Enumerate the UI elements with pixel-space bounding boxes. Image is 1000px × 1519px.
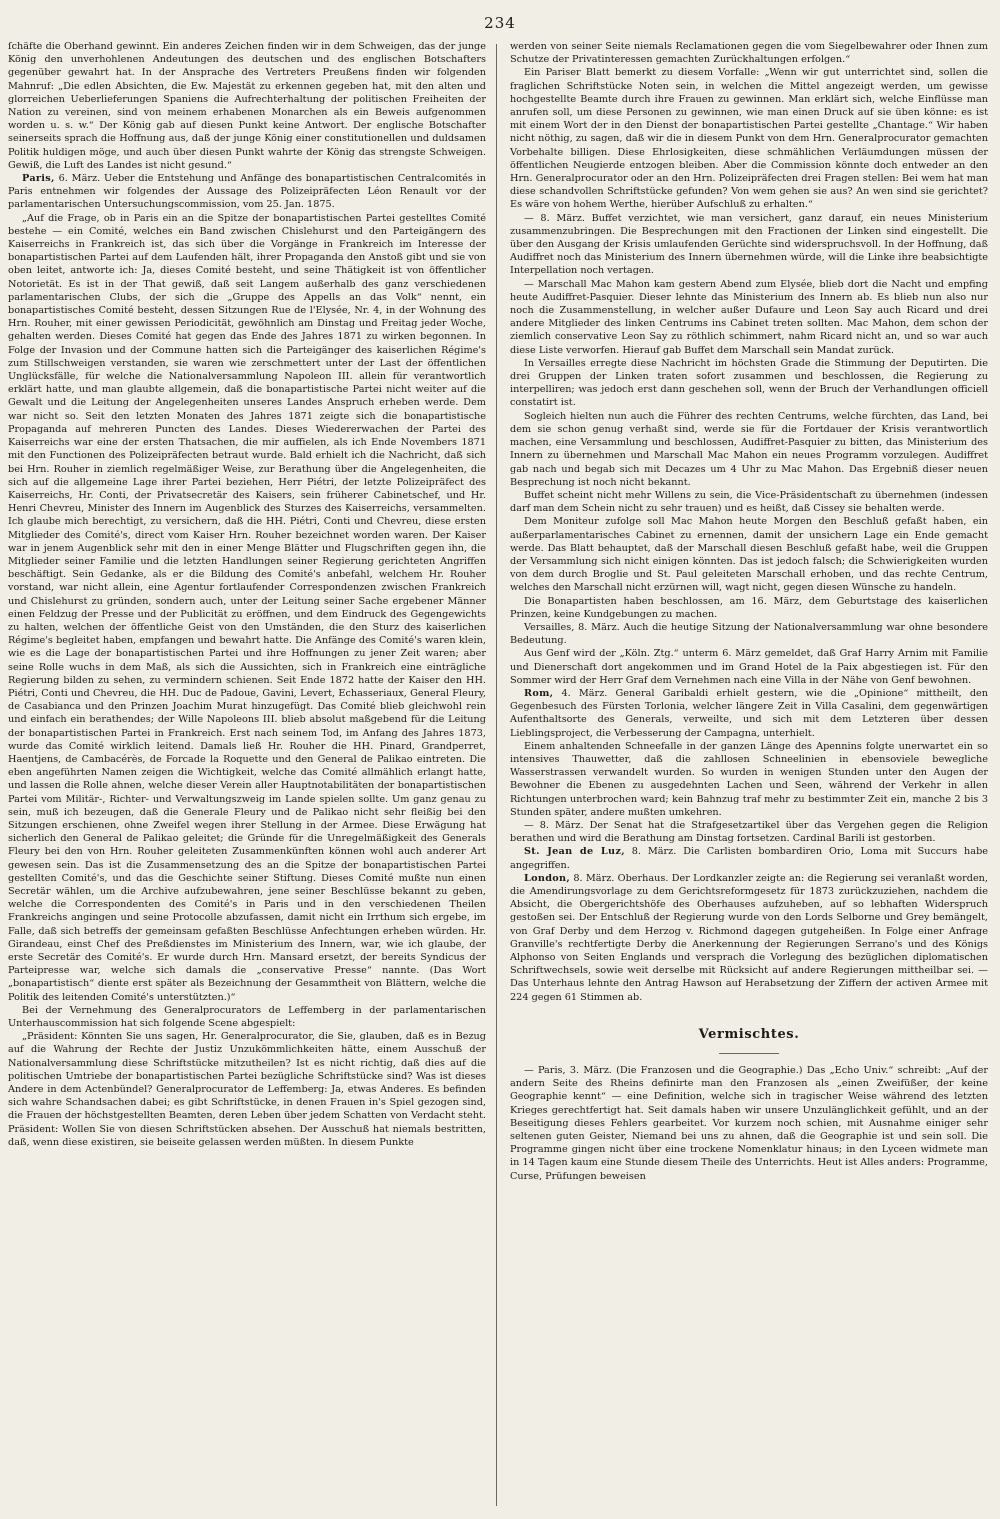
left-column — [8, 40, 486, 1149]
article-paragraph — [510, 687, 988, 740]
paragraph-text: — 8. März. Buffet verzichtet, wie man versichert, ganz darauf, ein neues Ministerium zusammenzubringen. Die Besprechungen mit den Fractionen der Linken sind eingestellt. Die über den Ausgang der Krisis umlaufenden Gerüchte sind widerspruchsvoll. In der Hoffnung, daß Audiffret noch das Ministerium des Innern übernehmen würde, will die Linke ihre beabsichtigte Interpellation noch vertagen. — [510, 212, 988, 277]
section-rule — [719, 1053, 779, 1054]
article-paragraph — [510, 819, 988, 845]
paragraph-text: 8. März. Oberhaus. Der Lordkanzler zeigte an: die Regierung sei veranlaßt worden, die Amendirungsvorlage zu dem Gerichtsreformgesetz für 1873 zurückzuziehen, nachdem die Absicht, die Obergerichtshöfe des Oberhauses aufzuheben, auf so lebhaften Widerspruch gestoßen sei. Der Entschluß der Regierung wurde von den Lords Selborne und Grey bemängelt, von Graf Derby und dem Herzog v. Richmond dagegen gutgeheißen. In Folge einer Anfrage Granville's rechtfertigte Derby die Anerkennung der Regierungen Serrano's und des Königs Alphonso von Seiten Englands und versprach die Vorlegung des bezüglichen diplomatischen Schriftwechsels, sowie weit derselbe mit Rücksicht auf andere Regierungen mittheilbar sei. — Das Unterhaus lehnte den Antrag Hawson auf Herabsetzung der Ziffern der activen Armee mit 224 gegen 61 Stimmen ab. — [510, 872, 988, 1003]
column-divider — [496, 44, 497, 1506]
article-paragraph — [510, 66, 988, 211]
paragraph-text: Aus Genf wird der „Köln. Ztg.“ unterm 6. März gemeldet, daß Graf Harry Arnim mit Familie und Dienerschaft dort angekommen und im Grand Hotel de la Paix abgestiegen ist. Für den Sommer wird der Herr Graf dem Vernehmen nach eine Villa in der Nähe von Genf bewohnen. — [510, 648, 988, 686]
paragraph-text: werden von seiner Seite niemals Reclamationen gegen die vom Siegelbewahrer oder Ihnen zum Schutze der Privatinteressen gemachten Zurückhaltungen erfolgen.“ — [510, 41, 988, 66]
article-paragraph — [510, 647, 988, 687]
article-paragraph — [510, 515, 988, 594]
paragraph-text: 8. März. Die Carlisten bombardiren Orio, Loma mit Succurs habe angegriffen. — [510, 846, 989, 871]
paragraph-text: Bei der Vernehmung des Generalprocurators de Leffemberg in der parlamentarischen Unterhauscommission hat sich folgende Scene abgespielt: — [8, 1004, 486, 1030]
paragraph-text: Ein Pariser Blatt bemerkt zu diesem Vorfalle: „Wenn wir gut unterrichtet sind, sollen die fraglichen Schriftstücke Noten sein, in welchen die Mittel angezeigt werden, um gewisse hochgestellte Beamte durch ihre Frauen zu gewinnen. Man erklärt sich, welche Einflüsse man anrufen soll, um diese Personen zu gewinnen, wie man einen Druck auf sie üben könne: es ist mit einem Wort der in den Dienst der bonapartistischen Partei gestellte „Chantage.“ Wir haben nicht nöthig, zu sagen, daß wir die in diesem Punkt von dem Hrn. Generalprocurator gemachten Vorbehalte billigen. Diese Ehrlosigkeiten, diese schmählichen Verläumdungen müssen der öffentlichen Neugierde entzogen bleiben. Aber die Commission könnte doch entweder an den Hrn. Generalprocurator oder an den Hrn. Polizeipräfecten drei Fragen stellen: Bei wem hat man diese schandvollen Schriftstücke gefunden? Von wem gehen sie aus? An wen sind sie gerichtet? Es wäre von hohem Werthe, hierüber Aufschluß zu erhalten.“ — [510, 67, 988, 211]
article-paragraph — [510, 278, 988, 357]
dateline-city: Rom, — [524, 687, 554, 699]
right-column — [510, 40, 988, 1183]
paragraph-text: — Paris, 3. März. (Die Franzosen und die Geographie.) Das „Echo Univ.“ schreibt: „Auf der andern Seite des Rheins definirte man den Franzosen als „einen Zweifüßer, der keine Geographie kennt“ — eine Definition, welche sich in tragischer Weise während des letzten Krieges gerechtfertigt hat. Seit damals haben wir unsere Unzulänglichkeit gefühlt, und an der Beseitigung dieses Fehlers gearbeitet. Vor kurzem noch schien, mit Ausnahme einiger sehr seltenen guten Geister, Niemand bei uns zu ahnen, daß die Geographie ist und sein soll. Die Programme gingen nicht über eine trockene Nomenklatur hinaus; in den Lyceen widmete man in 14 Tagen kaum eine Stunde diesem Theile des Unterrichts. Heut ist Alles anders: Programme, Curse, Prüfungen beweisen — [510, 1065, 988, 1182]
paragraph-text: 4. März. General Garibaldi erhielt gestern, wie die „Opinione“ mittheilt, den Gegenbesuch des Fürsten Torlonia, welcher längere Zeit in Villa Casalini, dem gegenwärtigen Aufenthaltsorte des Generals, verweilte, und sich mit dem Letzteren über dessen Lieblingsproject, die Verbesserung der Campagna, unterhielt. — [510, 687, 988, 739]
article-paragraph — [510, 357, 988, 410]
paragraph-text: Einem anhaltenden Schneefalle in der ganzen Länge des Apennins folgte unerwartet ein so intensives Thauwetter, daß die zahllosen Schneelinien in ebensoviele bewegliche Wasserstrassen verwandelt wurden. So wurden in wenigen Stunden unter den Augen der Bewohner die Ebenen zu ausgedehnten Lachen und Seen, während der Verkehr in allen Richtungen unterbrochen ward; kein Bahnzug traf mehr zu bestimmter Zeit ein, manche 2 bis 3 Stunden später, andere mußten umkehren. — [510, 740, 988, 818]
dateline-city: St. Jean de Luz, — [524, 846, 625, 858]
article-paragraph — [510, 410, 988, 489]
dateline-city: Paris, — [22, 173, 55, 185]
paragraph-text: — Marschall Mac Mahon kam gestern Abend zum Elysée, blieb dort die Nacht und empfing heute Audiffret-Pasquier. Dieser lehnte das Ministerium des Innern ab. Es blieb nun also nur noch die Zusammenstellung, in welcher außer Dufaure und Leon Say auch Ricard und drei andere Mitglieder des linken Centrums ins Cabinet treten sollten. Mac Mahon, dem schon der ziemlich conservative Leon Say zu röthlich schimmert, nahm Ricard nicht an, und so war auch diese Liste verworfen. Hierauf gab Buffet dem Marschall sein Mandat zurück. — [510, 278, 988, 356]
paragraph-text: „Präsident: Könnten Sie uns sagen, Hr. Generalprocurator, die Sie, glauben, daß es in Bezug auf die Wahrung der Rechte der Justiz Unzukömmlichkeiten hätte, einem Ausschuß der Nationalversammlung diese Schriftstücke mitzutheilen? Ist es nicht richtig, daß dies auf die politischen Umtriebe der bonapartistischen Partei bezügliche Schriftstücke sind? Was ist dieses Andere in dem Actenbündel? Generalprocurator de Leffemberg: Ja, etwas Anderes. Es befinden sich wahre Schandsachen dabei; es gibt Schriftstücke, in denen Frauen in's Spiel gezogen sind, die Frauen der höchstgestellten Beamten, deren Leben über jedem Schatten von Verdacht steht. Präsident: Wollen Sie von diesen Schriftstücken absehen. Der Ausschuß hat niemals bestritten, daß, wenn diese existiren, sie beiseite gelassen werden müßten. In diesem Punkte — [8, 1031, 486, 1148]
article-paragraph — [8, 212, 486, 1004]
article-paragraph — [510, 1064, 988, 1183]
paragraph-text: Dem Moniteur zufolge soll Mac Mahon heute Morgen den Beschluß gefaßt haben, ein außerparlamentarisches Cabinet zu ernennen, damit der unsichern Lage ein Ende gemacht werde. Das Blatt behauptet, daß der Marschall diesen Beschluß gefaßt habe, weil die Gruppen der Versammlung sich nicht einigen könnten. Das ist jedoch falsch; die Schwierigkeiten wurden von dem durch Broglie und St. Paul geleiteten Marschall erhoben, und das rechte Centrum, welches den Marschall nicht erzürnen will, wagt nicht, gegen diesen Wünsche zu handeln. — [510, 516, 988, 594]
article-paragraph — [510, 595, 988, 621]
article-paragraph — [510, 872, 988, 1004]
paragraph-text: Die Bonapartisten haben beschlossen, am 16. März, dem Geburtstage des kaiserlichen Prinzen, keine Kundgebungen zu machen. — [510, 595, 988, 620]
article-paragraph — [510, 621, 988, 647]
paragraph-text: In Versailles erregte diese Nachricht im höchsten Grade die Stimmung der Deputirten. Die drei Gruppen der Linken traten sofort zusammen und beschlossen, die Regierung zu interpelliren; was jedoch erst dann geschehen soll, wenn der Bruch der Verhandlungen officiell constatirt ist. — [510, 357, 988, 409]
paragraph-text: Buffet scheint nicht mehr Willens zu sein, die Vice-Präsidentschaft zu übernehmen (indessen darf man dem Schein nicht zu sehr trauen) und es heißt, daß Cissey sie behalten werde. — [510, 489, 988, 515]
article-paragraph — [510, 740, 988, 819]
paragraph-text: — 8. März. Der Senat hat die Strafgesetzartikel über das Vergehen gegen die Religion berathen und wird die Berathung am Dinstag fortsetzen. Cardinal Barili ist gestorben. — [510, 819, 988, 845]
article-paragraph — [510, 40, 988, 66]
article-paragraph — [510, 489, 988, 515]
page-number: 234 — [484, 14, 516, 32]
article-paragraph — [510, 212, 988, 278]
paragraph-text: Versailles, 8. März. Auch die heutige Sitzung der Nationalversammlung war ohne besondere Bedeutung. — [510, 621, 988, 647]
article-paragraph — [8, 40, 486, 172]
dateline-city: London, — [524, 872, 571, 884]
article-paragraph — [8, 172, 486, 212]
paragraph-text: ſchäfte die Oberhand gewinnt. Ein anderes Zeichen finden wir in dem Schweigen, das der junge König den unverhohlenen Andeutungen des deutschen und des englischen Botschafters gegenüber gewahrt hat. In der Ansprache des Vertreters Preußens finden wir folgenden Mahnruf: „Die edlen Absichten, die Ew. Majestät zu erkennen gegeben hat, mit den alten und glorreichen Ueberlieferungen Spaniens die Aufrechterhaltung der politischen Freiheiten der Nation zu vereinen, sind von meinem erhabenen Monarchen als ein Beweis aufgenommen worden u. s. w.“ Der König gab auf diesen Punkt keine Antwort. Der englische Botschafter seinerseits sprach die Hoffnung aus, daß der junge König einer constitutionellen und duldsamen Politik huldigen möge, und auch über diesen Punkt wahrte der König das strengste Schweigen. Gewiß, die Luft des Landes ist nicht gesund.“ — [8, 41, 486, 171]
paragraph-text: Sogleich hielten nun auch die Führer des rechten Centrums, welche fürchten, das Land, bei dem sie schon genug verhaßt sind, werde sie für die Fortdauer der Krisis verantwortlich machen, eine Versammlung und beschlossen, Audiffret-Pasquier zu bitten, das Ministerium des Innern zu übernehmen und Marschall Mac Mahon ein neues Programm vorzulegen. Audiffret gab nach und begab sich mit Decazes um 4 Uhr zu Mac Mahon. Das Ergebniß dieser neuen Besprechung ist noch nicht bekannt. — [510, 410, 988, 488]
paragraph-text: „Auf die Frage, ob in Paris ein an die Spitze der bonapartistischen Partei gestelltes Comité bestehe — ein Comité, welches ein Band zwischen Chislehurst und den Parteigängern des Kaiserreichs in Frankreich ist, das sich über die Vorgänge in Frankreich im Interesse der bonapartistischen Partei auf dem Laufenden hält, ihrer Propaganda den Anstoß gibt und sie von oben leitet, antworte ich: Ja, dieses Comité besteht, und seine Thätigkeit ist von öffentlicher Notorietät. Es ist in der That gewiß, daß seit Langem außerhalb des ganz verschiedenen parlamentarischen Clubs, der sich die „Gruppe des Appells an das Volk“ nennt, ein bonapartistisches Comité besteht, dessen Sitzungen Rue de l'Elysée, Nr. 4, in der Wohnung des Hrn. Rouher, mit einer gewissen Periodicität, gewöhnlich am Dinstag und Freitag jeder Woche, gehalten werden. Dieses Comité hat gegen das Ende des Jahres 1871 zu wirken begonnen. In Folge der Invasion und der Commune hatten sich die Parteigänger des kaiserlichen Régime's zum Stillschweigen verstanden, sie waren wie zerschmettert unter der Last der öffentlichen Unglücksfälle, für welche die Nationalversammlung Napoleon III. allein für verantwortlich erklärt hatte, und man glaubte allgemein, daß die bonapartistische Partei nicht weiter auf die Gewalt und die Leitung der Angelegenheiten unseres Landes Anspruch erheben werde. Dem war nicht so. Seit den letzten Monaten des Jahres 1871 zeigte sich die bonapartistische Propaganda auf mehreren Puncten des Landes. Dieses Wiedererwachen der Partei des Kaiserreichs war eine der ersten Thatsachen, die mir auffielen, als ich Ende Novembers 1871 mit den Functionen des Polizeipräfecten betraut wurde. Bald erhielt ich die Nachricht, daß sich bei Hrn. Rouher in ziemlich regelmäßiger Weise, zur Berathung über die Angelegenheiten, die sich auf die allgemeine Lage ihrer Partei beziehen, Herr Piétri, der letzte Polizeipräfect des Kaiserreichs, Hr. Conti, der Privatsecretär des Kaisers, sein früherer Cabinetschef, und Hr. Henri Chevreu, Minister des Innern im Augenblick des Sturzes des Kaiserreichs, versammelten. Ich glaube mich berechtigt, zu versichern, daß die HH. Piétri, Conti und Chevreu, diese ersten Mitglieder des Comité's, direct vom Kaiser Hrn. Rouher bezeichnet worden waren. Der Kaiser war in jenem Augenblick sehr mit den in einer Menge Blätter und Flugschriften gegen ihn, die Mitglieder seiner Familie und die letzten Handlungen seiner Regierung gerichteten Angriffen beschäftigt. Sein Gedanke, als er die Bildung des Comité's anbefahl, welchem Hr. Rouher vorstand, war nicht allein, eine Agentur fortlaufender Correspondenzen zwischen Frankreich und Chislehurst zu gründen, sondern auch, unter der Leitung seiner Sache ergebener Männer einen Feldzug der Presse und der Publicität zu eröffnen, und dem Eindruck des Gegengewichts zu halten, welchen der öffentliche Geist von den Umständen, die den Sturz des kaiserlichen Régime's begleitet haben, empfangen und bewahrt hatte. Die Anfänge des Comité's waren klein, wie es die Lage der bonapartistischen Partei und ihre Hoffnungen zu jener Zeit waren; aber seine Rolle wuchs in dem Maß, als sich die Aussichten, sich in Frankreich eine einträgliche Regierung bilden zu sehen, zu vermindern schienen. Seit Ende 1872 hatte der Kaiser den HH. Piétri, Conti und Chevreu, die HH. Duc de Padoue, Gavini, Levert, Echasseriaux, General Fleury, de Casabianca und den Prinzen Joachim Murat hinzugefügt. Das Comité blieb gleichwohl rein und einfach ein berathendes; der Wille Napoleons III. blieb absolut maßgebend für die Leitung der bonapartistischen Partei in Frankreich. Erst nach seinem Tod, im Anfang des Jahres 1873, wurde das Comité wirklich leitend. Damals ließ Hr. Rouher die HH. Pinard, Grandperret, Haentjens, de Cambacérès, de Forcade la Roquette und den General de Palikao eintreten. Die eben angeführten Namen zeigen die Wichtigkeit, welche das Comité allmählich erlangt hatte, und lassen die Rolle ahnen, welche dieser Verein aller Hauptnotabilitäten der bonapartistischen Partei vom Militär-, Richter- und Verwaltungszweig im Lande spielen sollte. Um ganz genau zu sein, muß ich bezeugen, daß die Generale Fleury und de Palikao nicht sehr fleißig bei den Sitzungen erschienen, ohne Zweifel wegen ihrer Stellung in der Armee. Diese Erwägung hat sicherlich den General de Palikao geleitet; die Gründe für die Unregelmäßigkeit des Generals Fleury bei den von Hrn. Rouher geleiteten Zusammenkünften können wohl auch anderer Art gewesen sein. Das ist die Zusammensetzung des an die Spitze der bonapartistischen Partei gestellten Comité's, und das die Geschichte seiner Stiftung. Dieses Comité mußte nun einen Secretär wählen, um die Archive aufzubewahren, jene seiner Beschlüsse bekannt zu geben, welche die Correspondenten des Comité's in Paris und in den verschiedenen Theilen Frankreichs angingen und seine Protocolle abzufassen, damit nicht ein Irrthum sich ergebe, im Falle, daß sich betreffs der gemeinsam gefaßten Beschlüsse Anfechtungen erheben würden. Hr. Girandeau, einst Chef des Preßdienstes im Ministerium des Innern, war, wie ich glaube, der erste Secretär des Comité's. Er wurde durch Hrn. Mansard ersetzt, der bereits Syndicus der Parteipresse war, welche sich damals die „conservative Presse“ nannte. (Das Wort „bonapartistisch“ diente erst später als Bezeichnung der Gesammtheit von Blättern, welche die Politik des leitenden Comité's unterstützten.)“ — [8, 212, 486, 1003]
article-paragraph — [510, 845, 988, 871]
article-paragraph — [8, 1030, 486, 1149]
paragraph-text: 6. März. Ueber die Entstehung und Anfänge des bonapartistischen Centralcomités in Paris entnehmen wir folgendes der Aussage des Polizeipräfecten Léon Renault vor der parlamentarischen Untersuchungscommission, vom 25. Jan. 1875. — [8, 173, 486, 211]
section-title: Vermischtes. — [698, 1026, 800, 1042]
article-paragraph — [8, 1004, 486, 1030]
